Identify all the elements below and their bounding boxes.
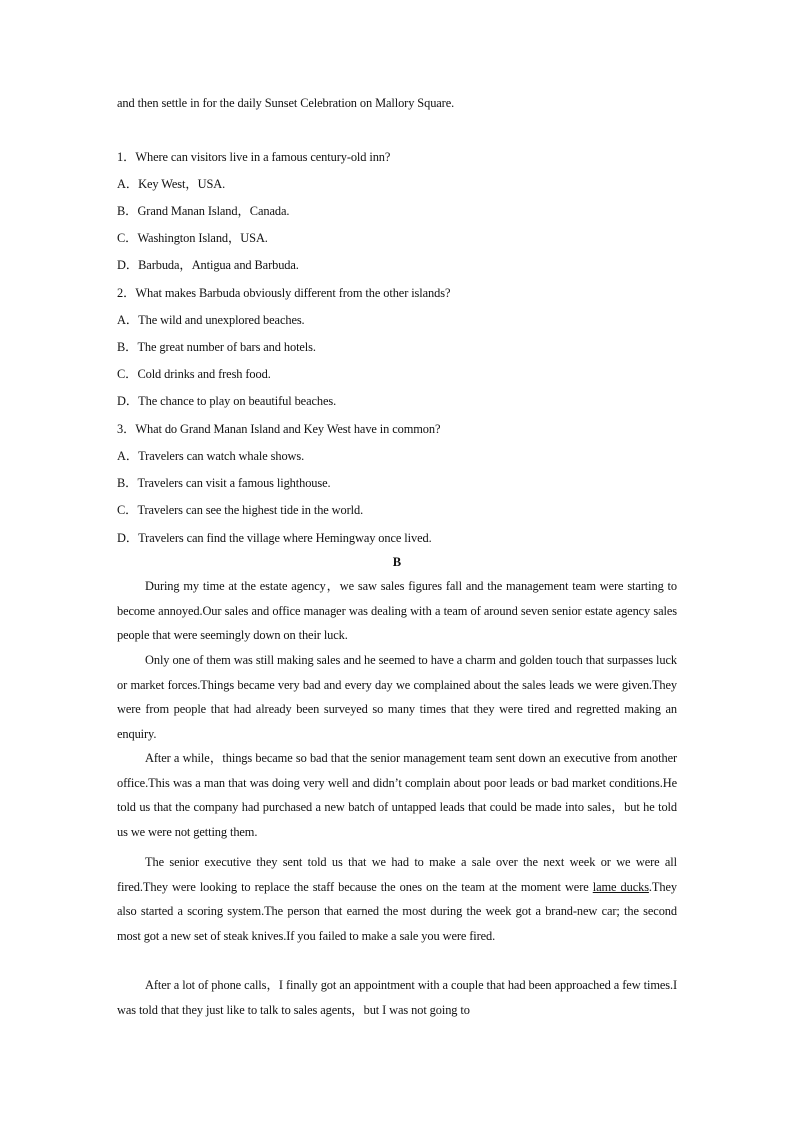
question-3-stem: 3．What do Grand Manan Island and Key West have in common?: [117, 422, 441, 436]
question-2-option-c: C．Cold drinks and fresh food.: [117, 367, 271, 381]
paragraph-4-text-end: .They also started a scoring system.The person that earned the most during the week got a brand-new car; the second most got a new set of steak knives.If you failed to make a sale you were fired.: [117, 879, 677, 943]
underlined-phrase: lame ducks: [592, 879, 649, 894]
question-1-stem: 1．Where can visitors live in a famous century-old inn?: [117, 150, 391, 164]
question-1-option-d: D．Barbuda，Antigua and Barbuda.: [117, 258, 299, 272]
question-1-option-c: C．Washington Island，USA.: [117, 231, 268, 245]
passage-paragraph-4: [117, 850, 677, 948]
paragraph-4-text-start: The senior executive they sent told us that we had to make a sale over the next week or we were all fired.They were looking to replace the staff because the ones on the team at the moment were: [117, 855, 677, 894]
question-3-option-d: D．Travelers can find the village where Hemingway once lived.: [117, 531, 432, 545]
question-2-stem: 2．What makes Barbuda obviously different from the other islands?: [117, 286, 451, 300]
passage-paragraph-1: During my time at the estate agency，we saw sales figures fall and the management team were starting to become annoyed.Our sales and office manager was dealing with a team of around seven senior estate agency sales people that were seemingly down on their luck.: [117, 579, 677, 642]
question-1-option-b: B．Grand Manan Island，Canada.: [117, 204, 290, 218]
passage-paragraph-3: After a while，things became so bad that the senior management team sent down an executive from another office.This was a man that was doing very well and didn’t complain about poor leads or bad market conditions.He told us that the company had purchased a new batch of untapped leads that could be made into sales，but he told us we were not getting them.: [117, 751, 677, 839]
section-heading: B: [392, 555, 402, 569]
question-2-option-d: D．The chance to play on beautiful beaches.: [117, 394, 337, 408]
passage-paragraph-2: Only one of them was still making sales and he seemed to have a charm and golden touch that surpasses luck or market forces.Things became very bad and every day we complained about the sales leads we were given.They were from people that had already been surveyed so many times that they were tired and regretted making an enquiry.: [117, 653, 677, 741]
question-2-option-b: B．The great number of bars and hotels.: [117, 340, 316, 354]
question-3-option-a: A．Travelers can watch whale shows.: [117, 449, 305, 463]
continuation-line: and then settle in for the daily Sunset Celebration on Mallory Square.: [117, 96, 455, 110]
question-2-option-a: A．The wild and unexplored beaches.: [117, 313, 305, 327]
question-3-option-b: B．Travelers can visit a famous lighthouse.: [117, 476, 331, 490]
question-1-option-a: A．Key West，USA.: [117, 177, 226, 191]
question-3-option-c: C．Travelers can see the highest tide in the world.: [117, 503, 364, 517]
passage-paragraph-5: After a lot of phone calls，I finally got an appointment with a couple that had been approached a few times.I was told that they just like to talk to sales agents，but I was not going to: [117, 978, 677, 1017]
